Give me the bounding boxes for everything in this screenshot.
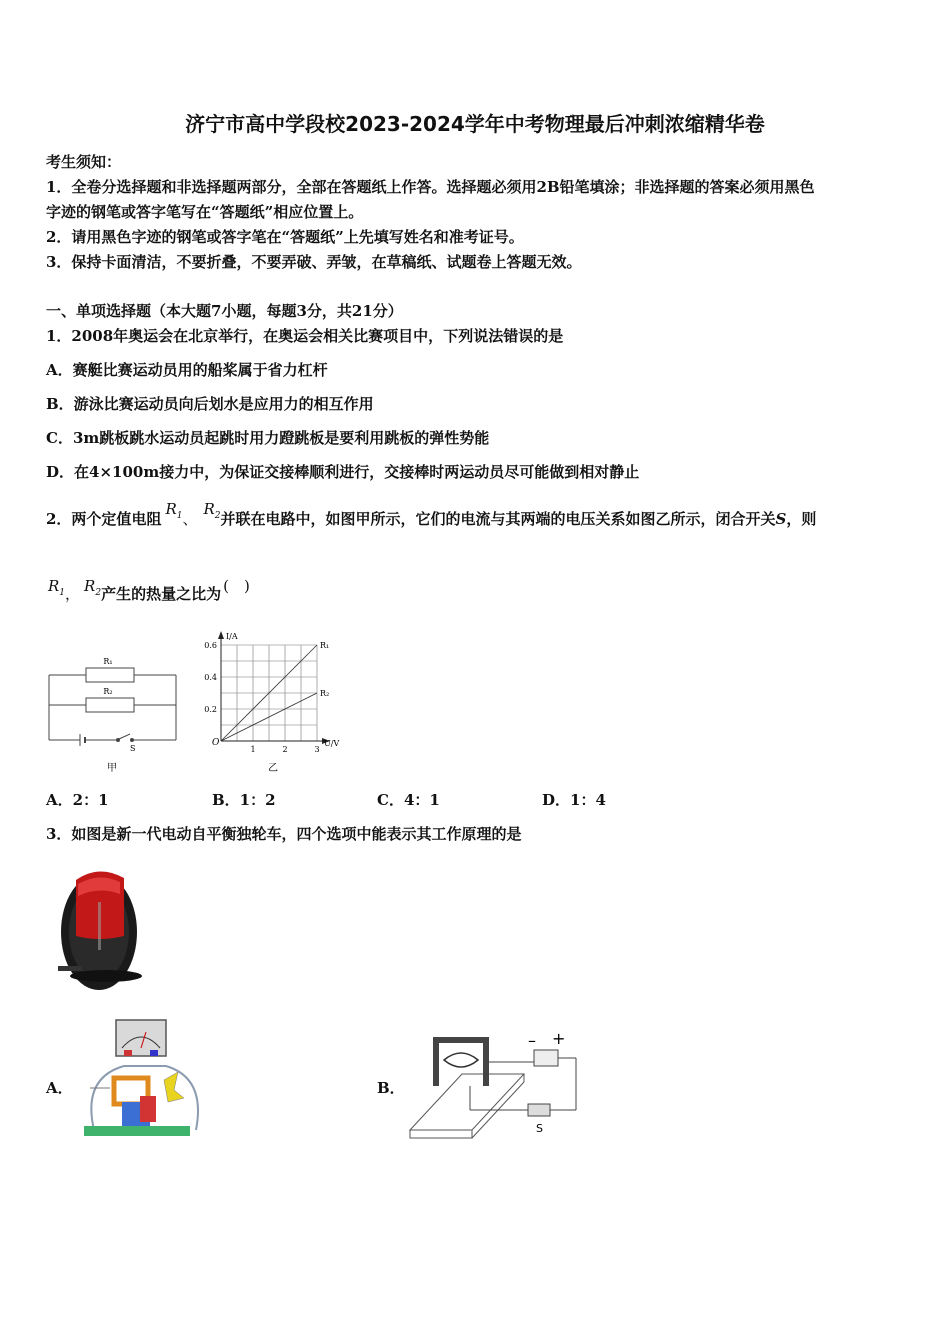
- y-tick-label: 0.4: [204, 673, 217, 682]
- motor-experiment-image: [406, 1026, 586, 1146]
- switch-icon: [528, 1104, 550, 1116]
- q2-line2-tail: 产生的热量之比为: [101, 585, 222, 603]
- base-board: [84, 1126, 190, 1136]
- notice-heading: 考生须知：: [46, 153, 122, 171]
- question-2-stem: [46, 500, 817, 536]
- circuit-r2-label: R₂: [103, 687, 113, 696]
- series-label-2: R₂: [320, 689, 330, 698]
- q2-answer-blank: ( ): [223, 577, 250, 595]
- circuit-diagram-jia: [44, 650, 184, 780]
- q2-r1-subscript: 1: [176, 511, 183, 521]
- unicycle-image: [54, 862, 144, 994]
- iu-graph-yi: [196, 625, 356, 780]
- q2-option-a[interactable]: A．2：1: [46, 791, 109, 809]
- y-axis-arrow: [218, 631, 224, 639]
- q2-line2-r2: R: [84, 577, 96, 595]
- q2-stem-b: 并联在电路中，如图甲所示，它们的电流与其两端的电压关系如图乙所示，闭合开关: [220, 510, 776, 528]
- u-magnet-icon: [436, 1040, 486, 1086]
- y-tick-label: 0.6: [204, 641, 217, 650]
- q2-stem-a: 2．两个定值电阻: [46, 510, 162, 528]
- battery-icon: [534, 1050, 558, 1066]
- q2-line2-r2-sub: 2: [95, 588, 102, 598]
- x-axis-label: U/V: [324, 739, 340, 748]
- q2-line2-sep: ，: [65, 585, 81, 603]
- figure-yi-caption: 乙: [268, 763, 278, 774]
- x-tick-label: 1: [250, 745, 256, 754]
- notice-item: 3．保持卡面清洁，不要折叠，不要弄破、弄皱，在草稿纸、试题卷上答题无效。: [46, 253, 582, 271]
- switch-lever: [119, 734, 130, 739]
- notice-item: 2．请用黑色字迹的钢笔或答字笔在“答题纸”上先填写姓名和准考证号。: [46, 228, 524, 246]
- q2-line2-r1-sub: 1: [59, 588, 66, 598]
- galvanometer-icon: [116, 1020, 166, 1056]
- series-label-1: R₁: [320, 641, 330, 650]
- page-title: 济宁市高中学段校2023-2024学年中考物理最后冲刺浓缩精华卷: [185, 112, 765, 136]
- x-tick-label: 3: [314, 745, 320, 754]
- x-tick-label: 2: [282, 745, 288, 754]
- resistor-r2-symbol: [86, 698, 134, 712]
- q2-separator: 、: [182, 510, 198, 528]
- q2-switch-symbol: S: [775, 510, 787, 528]
- origin-label: O: [212, 738, 220, 748]
- q3-option-b[interactable]: B．: [377, 1079, 405, 1097]
- y-axis-label: I/A: [226, 632, 238, 641]
- generator-experiment-image: [80, 1018, 210, 1142]
- question-2-stem-line2: [48, 577, 250, 611]
- question-1-stem: 1．2008年奥运会在北京举行，在奥运会相关比赛项目中，下列说法错误的是: [46, 327, 564, 345]
- question-3-stem: 3．如图是新一代电动自平衡独轮车，四个选项中能表示其工作原理的是: [46, 825, 522, 843]
- svg-text:+: +: [552, 1029, 566, 1048]
- resistor-r1-symbol: [86, 668, 134, 682]
- circuit-r1-label: R₁: [103, 657, 113, 666]
- section-heading: 一、单项选择题（本大题7小题，每题3分，共21分）: [46, 302, 403, 320]
- q1-option-b[interactable]: B．游泳比赛运动员向后划水是应用力的相互作用: [46, 395, 374, 413]
- svg-text:S: S: [536, 1122, 543, 1135]
- notice-item: 字迹的钢笔或答字笔写在“答题纸”相应位置上。: [46, 203, 364, 221]
- notice-item: 1．全卷分选择题和非选择题两部分，全部在答题纸上作答。选择题必须用2B铅笔填涂；非选择题的答案必须用黑色: [46, 178, 815, 196]
- q2-line2-r1: R: [48, 577, 60, 595]
- y-tick-label: 0.2: [204, 705, 217, 714]
- q2-r1-symbol: R: [165, 500, 177, 518]
- q2-stem-c: ，则: [786, 510, 817, 528]
- svg-text:–: –: [528, 1031, 536, 1050]
- circuit-switch-label: S: [130, 744, 136, 753]
- q2-r2-subscript: 2: [214, 511, 221, 521]
- q1-option-d[interactable]: D．在4×100m接力中，为保证交接棒顺利进行，交接棒时两运动员尽可能做到相对静止: [46, 463, 640, 481]
- q2-option-b[interactable]: B．1：2: [212, 791, 276, 809]
- q2-option-d[interactable]: D．1：4: [542, 791, 606, 809]
- q2-option-c[interactable]: C．4：1: [377, 791, 440, 809]
- coil-icon: [444, 1053, 478, 1067]
- figure-jia-caption: 甲: [107, 763, 117, 774]
- q3-option-a[interactable]: A．: [46, 1079, 73, 1097]
- q1-option-c[interactable]: C．3m跳板跳水运动员起跳时用力蹬跳板是要利用跳板的弹性势能: [46, 429, 490, 447]
- q1-option-a[interactable]: A．赛艇比赛运动员用的船桨属于省力杠杆: [46, 361, 328, 379]
- q2-r2-symbol: R: [203, 500, 215, 518]
